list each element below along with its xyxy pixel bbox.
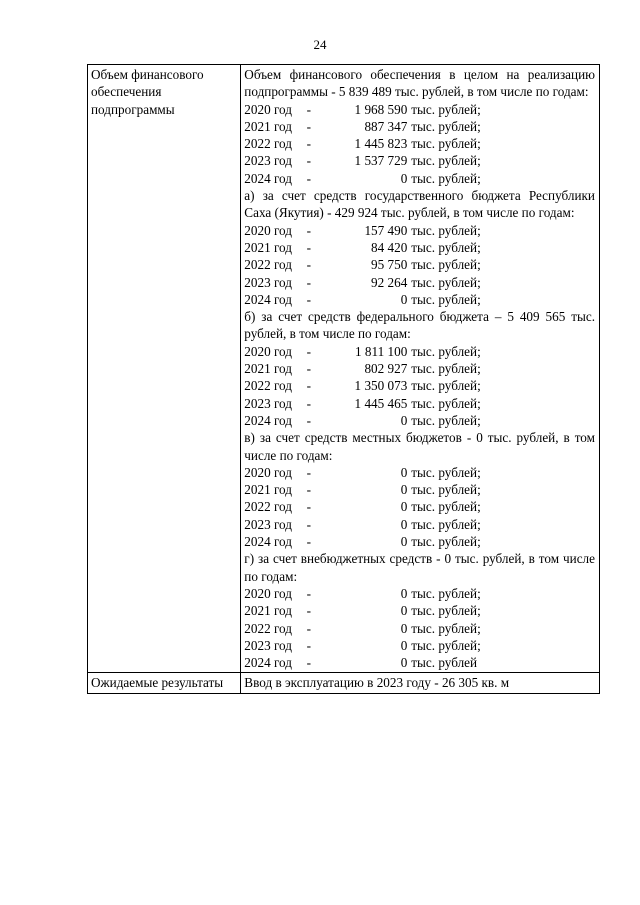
- year-amount: 0: [400, 499, 408, 515]
- dash-separator: -: [303, 620, 311, 636]
- year-amount: 1 445 465: [354, 395, 408, 411]
- year-unit: тыс. рублей;: [411, 499, 481, 515]
- year-unit: тыс. рублей;: [411, 534, 481, 550]
- year-line: [244, 377, 595, 394]
- year-label: 2023 год: [244, 153, 292, 169]
- year-label: 2021 год: [244, 118, 292, 134]
- year-amount: 0: [400, 482, 408, 498]
- year-amount: 802 927: [364, 361, 408, 377]
- dash-separator: -: [303, 222, 311, 238]
- dash-separator: -: [303, 239, 311, 255]
- year-unit: тыс. рублей;: [411, 464, 481, 480]
- year-line: [244, 585, 595, 602]
- year-unit: тыс. рублей;: [411, 274, 481, 290]
- year-unit: тыс. рублей;: [411, 620, 481, 636]
- dash-separator: -: [303, 516, 311, 532]
- dash-separator: -: [303, 655, 311, 671]
- year-line: [244, 343, 595, 360]
- dash-separator: -: [303, 585, 311, 601]
- dash-separator: -: [303, 378, 311, 394]
- dash-separator: -: [303, 136, 311, 152]
- year-label: 2020 год: [244, 222, 292, 238]
- results-label: Ожидаемые результаты: [88, 673, 241, 693]
- year-line: [244, 101, 595, 118]
- year-unit: тыс. рублей;: [411, 585, 481, 601]
- year-label: 2022 год: [244, 378, 292, 394]
- year-label: 2023 год: [244, 516, 292, 532]
- year-label: 2023 год: [244, 395, 292, 411]
- source-paragraph: б) за счет средств федерального бюджета – 5 409 565 тыс. рублей, в том числе по годам:: [244, 309, 595, 342]
- year-unit: тыс. рублей;: [411, 482, 481, 498]
- year-line: [244, 464, 595, 481]
- dash-separator: -: [303, 534, 311, 550]
- year-unit: тыс. рублей;: [411, 637, 481, 653]
- year-amount: 84 420: [371, 239, 408, 255]
- dash-separator: -: [303, 395, 311, 411]
- year-label: 2024 год: [244, 534, 292, 550]
- year-amount: 1 537 729: [354, 153, 408, 169]
- year-line: [244, 291, 595, 308]
- dash-separator: -: [303, 257, 311, 273]
- dash-separator: -: [303, 499, 311, 515]
- year-line: [244, 533, 595, 550]
- year-unit: тыс. рублей;: [411, 136, 481, 152]
- year-amount: 157 490: [364, 222, 408, 238]
- year-label: 2021 год: [244, 239, 292, 255]
- year-amount: 0: [400, 655, 408, 671]
- year-amount: 1 811 100: [355, 343, 408, 359]
- dash-separator: -: [303, 603, 311, 619]
- dash-separator: -: [303, 274, 311, 290]
- page-number: 24: [313, 37, 327, 52]
- year-label: 2024 год: [244, 412, 292, 428]
- results-row: [88, 673, 600, 693]
- year-unit: тыс. рублей;: [411, 516, 481, 532]
- year-amount: 0: [400, 464, 408, 480]
- dash-separator: -: [303, 361, 311, 377]
- year-line: [244, 274, 595, 291]
- year-amount: 0: [400, 412, 408, 428]
- year-label: 2020 год: [244, 101, 292, 117]
- year-unit: тыс. рублей;: [411, 395, 481, 411]
- year-amount: 0: [400, 516, 408, 532]
- year-amount: 0: [400, 620, 408, 636]
- year-label: 2022 год: [244, 257, 292, 273]
- financing-row: [88, 65, 600, 673]
- source-paragraph: а) за счет средств государственного бюджета Республики Саха (Якутия) - 429 924 тыс. рублей, в том числе по годам:: [244, 188, 595, 221]
- year-line: [244, 360, 595, 377]
- year-line: [244, 412, 595, 429]
- year-label: 2021 год: [244, 482, 292, 498]
- year-amount: 95 750: [371, 257, 408, 273]
- dash-separator: -: [303, 291, 311, 307]
- year-line: [244, 135, 595, 152]
- year-label: 2021 год: [244, 361, 292, 377]
- year-unit: тыс. рублей;: [411, 101, 481, 117]
- dash-separator: -: [303, 101, 311, 117]
- year-line: [244, 498, 595, 515]
- year-line: [244, 170, 595, 187]
- dash-separator: -: [303, 170, 311, 186]
- year-line: [244, 395, 595, 412]
- dash-separator: -: [303, 482, 311, 498]
- year-unit: тыс. рублей;: [411, 343, 481, 359]
- dash-separator: -: [303, 343, 311, 359]
- year-amount: 0: [400, 585, 408, 601]
- year-line: [244, 118, 595, 135]
- year-unit: тыс. рублей;: [411, 170, 481, 186]
- year-unit: тыс. рублей;: [411, 412, 481, 428]
- year-line: [244, 654, 595, 671]
- year-amount: 0: [400, 637, 408, 653]
- year-amount: 0: [400, 534, 408, 550]
- year-unit: тыс. рублей;: [411, 603, 481, 619]
- dash-separator: -: [303, 637, 311, 653]
- year-unit: тыс. рублей;: [411, 291, 481, 307]
- year-unit: тыс. рублей;: [411, 222, 481, 238]
- dash-separator: -: [303, 153, 311, 169]
- year-amount: 1 968 590: [354, 101, 408, 117]
- year-line: [244, 222, 595, 239]
- year-label: 2022 год: [244, 620, 292, 636]
- year-line: [244, 516, 595, 533]
- year-amount: 1 445 823: [354, 136, 408, 152]
- year-unit: тыс. рублей;: [411, 239, 481, 255]
- year-unit: тыс. рублей;: [411, 361, 481, 377]
- financing-content: [241, 65, 600, 673]
- year-line: [244, 239, 595, 256]
- year-amount: 0: [400, 291, 408, 307]
- year-label: 2022 год: [244, 499, 292, 515]
- year-label: 2024 год: [244, 170, 292, 186]
- year-amount: 92 264: [371, 274, 408, 290]
- passport-table: [87, 64, 600, 694]
- year-label: 2020 год: [244, 343, 292, 359]
- year-line: [244, 637, 595, 654]
- year-line: [244, 256, 595, 273]
- year-amount: 0: [400, 603, 408, 619]
- year-amount: 1 350 073: [354, 378, 408, 394]
- dash-separator: -: [303, 118, 311, 134]
- dash-separator: -: [303, 412, 311, 428]
- year-line: [244, 152, 595, 169]
- year-line: [244, 602, 595, 619]
- year-label: 2023 год: [244, 637, 292, 653]
- financing-intro: Объем финансового обеспечения в целом на реализацию подпрограммы - 5 839 489 тыс. рублей, в том числе по годам:: [244, 67, 595, 100]
- year-unit: тыс. рублей;: [411, 257, 481, 273]
- year-unit: тыс. рублей: [411, 655, 478, 671]
- year-label: 2022 год: [244, 136, 292, 152]
- results-content: Ввод в эксплуатацию в 2023 году - 26 305 кв. м: [241, 673, 600, 693]
- financing-label: Объем финансового обеспечения подпрограммы: [88, 65, 241, 673]
- total-years-list: [244, 101, 595, 187]
- year-unit: тыс. рублей;: [411, 118, 481, 134]
- dash-separator: -: [303, 464, 311, 480]
- year-amount: 887 347: [364, 118, 408, 134]
- source-paragraph: в) за счет средств местных бюджетов - 0 тыс. рублей, в том числе по годам:: [244, 430, 595, 463]
- year-unit: тыс. рублей;: [411, 378, 481, 394]
- year-label: 2021 год: [244, 603, 292, 619]
- year-label: 2024 год: [244, 291, 292, 307]
- year-label: 2023 год: [244, 274, 292, 290]
- year-label: 2020 год: [244, 464, 292, 480]
- year-amount: 0: [400, 170, 408, 186]
- year-label: 2024 год: [244, 655, 292, 671]
- year-unit: тыс. рублей;: [411, 153, 481, 169]
- funding-sources: [244, 187, 595, 671]
- year-line: [244, 481, 595, 498]
- year-label: 2020 год: [244, 585, 292, 601]
- source-paragraph: г) за счет внебюджетных средств - 0 тыс. рублей, в том числе по годам:: [244, 551, 595, 584]
- year-line: [244, 620, 595, 637]
